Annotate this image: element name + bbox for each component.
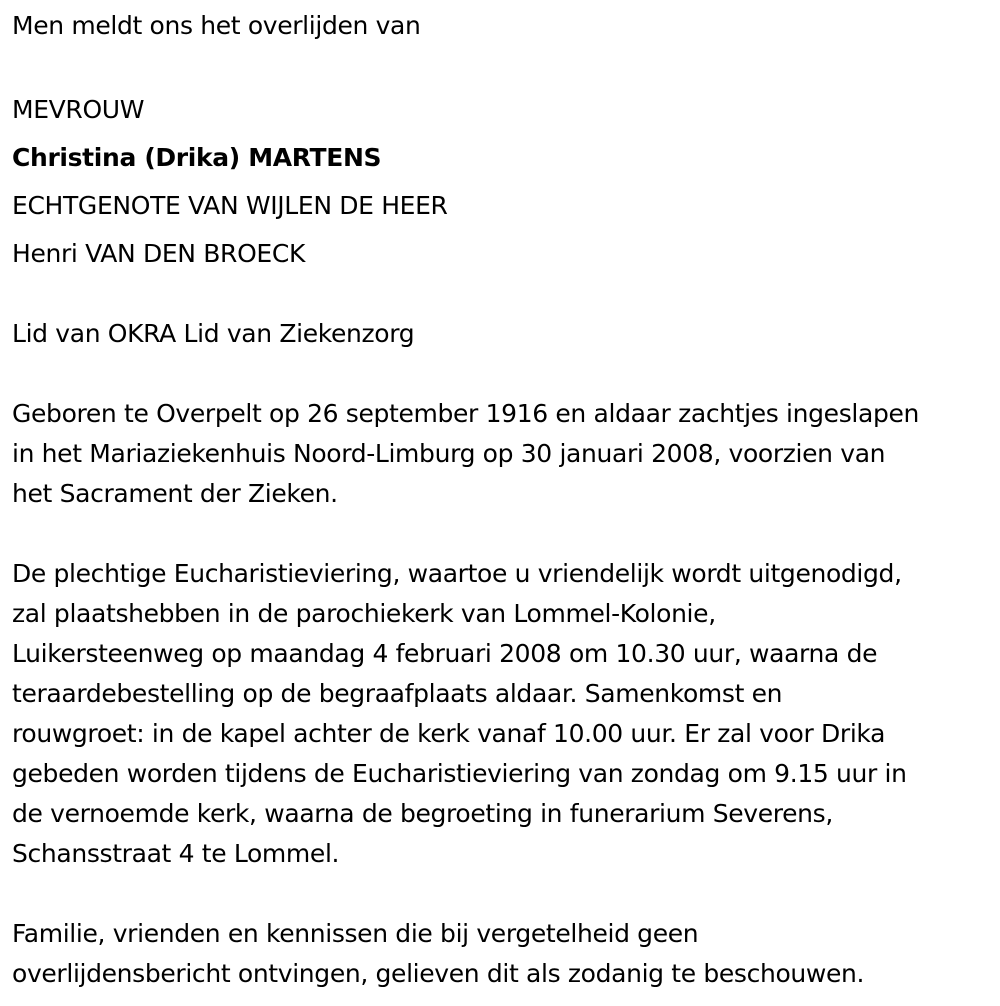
spacer (12, 278, 997, 314)
spacer (12, 354, 997, 394)
memberships: Lid van OKRA Lid van Ziekenzorg (12, 319, 415, 348)
paragraph-line: overlijdensbericht ontvingen, gelieven dit als zodanig te beschouwen. (12, 959, 865, 988)
death-notice (12, 6, 997, 994)
paragraph-line: Familie, vrienden en kennissen die bij vergetelheid geen (12, 919, 699, 948)
paragraph-line: gebeden worden tijdens de Eucharistieviering van zondag om 9.15 uur in (12, 759, 907, 788)
spacer (12, 874, 997, 914)
spacer (12, 514, 997, 554)
paragraph-line: De plechtige Eucharistieviering, waartoe u vriendelijk wordt uitgenodigd, (12, 559, 902, 588)
paragraph-line: Luikersteenweg op maandag 4 februari 2008 om 10.30 uur, waarna de (12, 639, 878, 668)
paragraph-line: het Sacrament der Zieken. (12, 479, 338, 508)
spacer (12, 46, 997, 86)
birth-death-paragraph (12, 394, 997, 514)
ceremony-paragraph (12, 554, 997, 874)
salutation: MEVROUW (12, 95, 145, 124)
spouse-label: ECHTGENOTE VAN WIJLEN DE HEER (12, 191, 448, 220)
closing-paragraph (12, 914, 997, 994)
spouse-name: Henri VAN DEN BROECK (12, 239, 305, 268)
paragraph-line: teraardebestelling op de begraafplaats aldaar. Samenkomst en (12, 679, 783, 708)
deceased-name: Christina (Drika) MARTENS (12, 143, 382, 172)
paragraph-line: rouwgroet: in de kapel achter de kerk vanaf 10.00 uur. Er zal voor Drika (12, 719, 886, 748)
paragraph-line: zal plaatshebben in de parochiekerk van Lommel-Kolonie, (12, 599, 716, 628)
paragraph-line: in het Mariaziekenhuis Noord-Limburg op 30 januari 2008, voorzien van (12, 439, 886, 468)
paragraph-line: Schansstraat 4 te Lommel. (12, 839, 340, 868)
paragraph-line: de vernoemde kerk, waarna de begroeting in funerarium Severens, (12, 799, 833, 828)
paragraph-line: Geboren te Overpelt op 26 september 1916 en aldaar zachtjes ingeslapen (12, 399, 919, 428)
intro-line: Men meldt ons het overlijden van (12, 11, 421, 40)
